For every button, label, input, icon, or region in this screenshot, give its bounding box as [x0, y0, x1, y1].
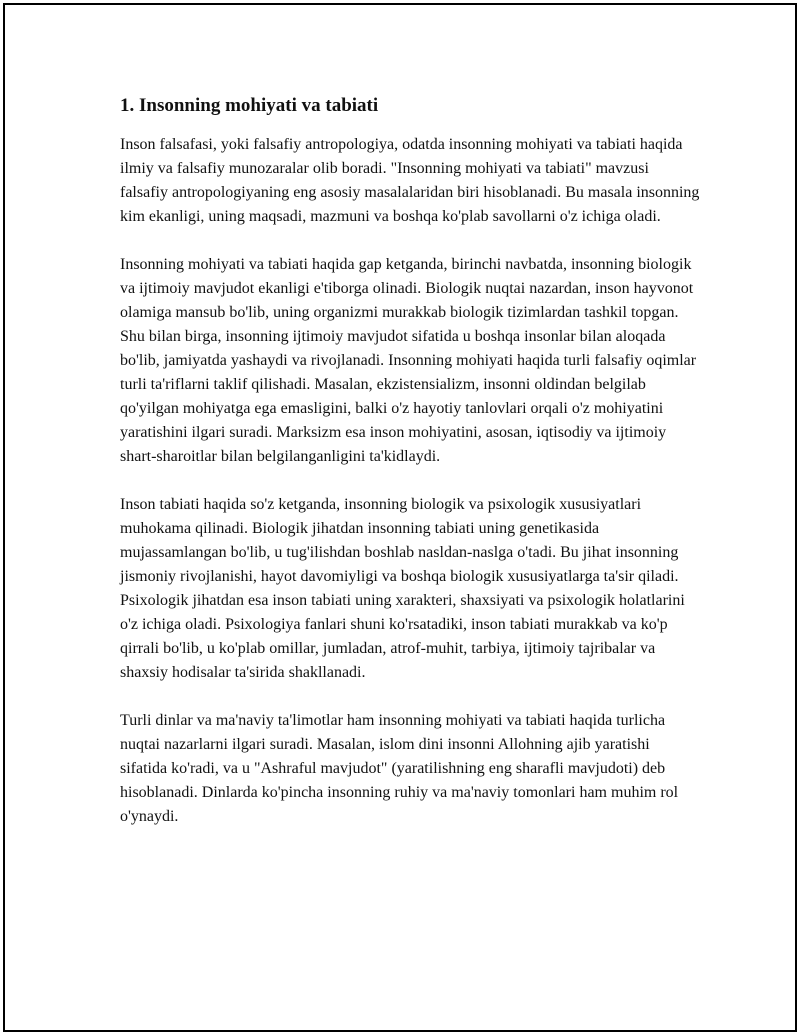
paragraph-4: Turli dinlar va ma'naviy ta'limotlar ham insonning mohiyati va tabiati haqida turlicha nuqtai nazarlarni ilgari suradi. Masalan, islom dini insonni Allohning ajib yaratishi sifatida ko'radi, va u "Ashraful mavjudot" (yaratilishning eng sharafli mavjudoti) deb hisoblanadi. Dinlarda ko'pincha insonning ruhiy va ma'naviy tomonlari ham muhim rol o'ynaydi. — [120, 712, 679, 825]
paragraph-2: Insonning mohiyati va tabiati haqida gap ketganda, birinchi navbatda, insonning biologik va ijtimoiy mavjudot ekanligi e'tiborga olinadi. Biologik nuqtai nazardan, inson hayvonot olamiga mansub bo'lib, uning organizmi murakkab biologik tizimlardan tashkil topgan. Shu bilan birga, insonning ijtimoiy mavjudot sifatida u boshqa insonlar bilan aloqada bo'lib, jamiyatda yashaydi va rivojlanadi. Insonning mohiyati haqida turli falsafiy oqimlar turli ta'riflarni taklif qilishadi. Masalan, ekzistensializm, insonni oldindan belgilab qo'yilgan mohiyatga ega emasligini, balki o'z hayotiy tanlovlari orqali o'z mohiyatini yaratishini ilgari suradi. Marksizm esa inson mohiyatini, asosan, iqtisodiy va ijtimoiy shart-sharoitlar bilan belgilanganligini ta'kidlaydi. — [120, 256, 697, 465]
document-page — [3, 3, 797, 1032]
paragraph-3: Inson tabiati haqida so'z ketganda, insonning biologik va psixologik xususiyatlari muhokama qilinadi. Biologik jihatdan insonning tabiati uning genetikasida mujassamlangan bo'lib, u tug'ilishdan boshlab nasldan-naslga o'tadi. Bu jihat insonning jismoniy rivojlanishi, hayot davomiyligi va boshqa biologik xususiyatlarga ta'sir qiladi. Psixologik jihatdan esa inson tabiati uning xarakteri, shaxsiyati va psixologik holatlarini o'z ichiga oladi. Psixologiya fanlari shuni ko'rsatadiki, inson tabiati murakkab va ko'p qirrali bo'lib, u ko'plab omillar, jumladan, atrof-muhit, tarbiya, ijtimoiy tajribalar va shaxsiy hodisalar ta'sirida shakllanadi. — [120, 496, 685, 681]
paragraph-1: Inson falsafasi, yoki falsafiy antropologiya, odatda insonning mohiyati va tabiati haqida ilmiy va falsafiy munozaralar olib boradi. "Insonning mohiyati va tabiati" mavzusi falsafiy antropologiyaning eng asosiy masalalaridan biri hisoblanadi. Bu masala insonning kim ekanligi, uning maqsadi, mazmuni va boshqa ko'plab savollarni o'z ichiga oladi. — [120, 136, 700, 225]
section-heading: 1. Insonning mohiyati va tabiati — [120, 95, 379, 116]
document-content — [120, 93, 700, 853]
